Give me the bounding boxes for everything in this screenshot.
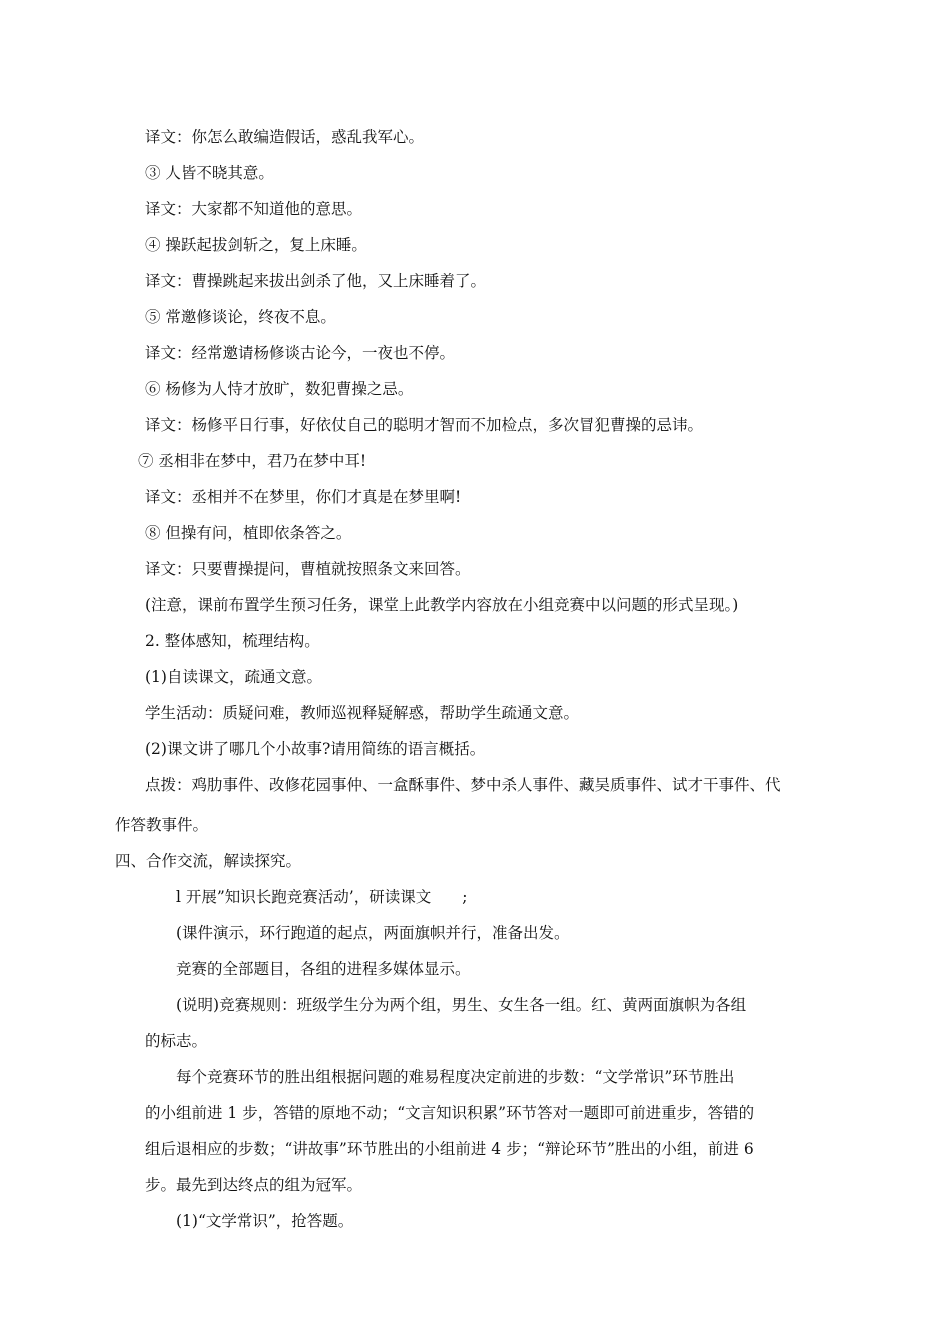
text-line: 学生活动：质疑问难，教师巡视释疑解惑，帮助学生疏通文意。 [145, 704, 580, 722]
section-heading: 2. 整体感知，梳理结构。 [145, 632, 320, 650]
text-line: (注意，课前布置学生预习任务，课堂上此教学内容放在小组竞赛中以问题的形式呈现。) [145, 596, 739, 614]
text-line: (2)课文讲了哪几个小故事?请用简练的语言概括。 [145, 740, 486, 758]
text-line: 译文：丞相并不在梦里，你们才真是在梦里啊! [145, 488, 462, 506]
text-line: 的小组前进 1 步，答错的原地不动；“文言知识积累”环节答对一题即可前进重步，答错的 [145, 1104, 755, 1122]
text-line: 步。最先到达终点的组为冠军。 [145, 1176, 363, 1194]
section-heading: 四、合作交流，解读探究。 [115, 852, 302, 870]
text-line: ④ 操跃起拔剑斩之，复上床睡。 [145, 236, 367, 254]
text-line: 作答教事件。 [115, 816, 209, 834]
text-line: ⑧ 但操有问，植即依条答之。 [145, 524, 352, 542]
text-line: ⑦ 丞相非在梦中，君乃在梦中耳! [138, 452, 367, 470]
text-line: 译文：曹操跳起来拔出剑杀了他，又上床睡着了。 [145, 272, 487, 290]
text-line: 竞赛的全部题目，各组的进程多媒体显示。 [176, 960, 471, 978]
text-line: (1)自读课文，疏通文意。 [145, 668, 322, 686]
text-line: 译文：只要曹操提问，曹植就按照条文来回答。 [145, 560, 471, 578]
text-line: (课件演示，环行跑道的起点，两面旗帜并行，准备出发。 [176, 924, 570, 942]
text-line: 译文：杨修平日行事，好依仗自己的聪明才智而不加检点，多次冒犯曹操的忌讳。 [145, 416, 704, 434]
text-line: 每个竞赛环节的胜出组根据问题的难易程度决定前进的步数：“文学常识”环节胜出 [176, 1068, 735, 1086]
text-line: ③ 人皆不晓其意。 [145, 164, 274, 182]
text-line: 译文：经常邀请杨修谈古论今，一夜也不停。 [145, 344, 456, 362]
text-line: 译文：你怎么敢编造假话，惑乱我军心。 [145, 128, 425, 146]
text-line: 译文：大家都不知道他的意思。 [145, 200, 363, 218]
text-line: ⑥ 杨修为人恃才放旷，数犯曹操之忌。 [145, 380, 414, 398]
text-line: (1)“文学常识”，抢答题。 [176, 1212, 354, 1230]
text-line: (说明)竞赛规则：班级学生分为两个组，男生、女生各一组。红、黄两面旗帜为各组 [176, 996, 747, 1014]
text-line: 组后退相应的步数；“讲故事”环节胜出的小组前进 4 步；“辩论环节”胜出的小组，前进 6 [145, 1140, 754, 1158]
text-line: ⑤ 常邀修谈论，终夜不息。 [145, 308, 336, 326]
text-line: 点拨：鸡肋事件、改修花园事仲、一盒酥事件、梦中杀人事件、藏吴质事件、试才干事件、代 [145, 776, 781, 794]
text-line: 的标志。 [145, 1032, 208, 1050]
text-line: l 开展”知识长跑竞赛活动’，研读课文 ; [176, 888, 468, 906]
